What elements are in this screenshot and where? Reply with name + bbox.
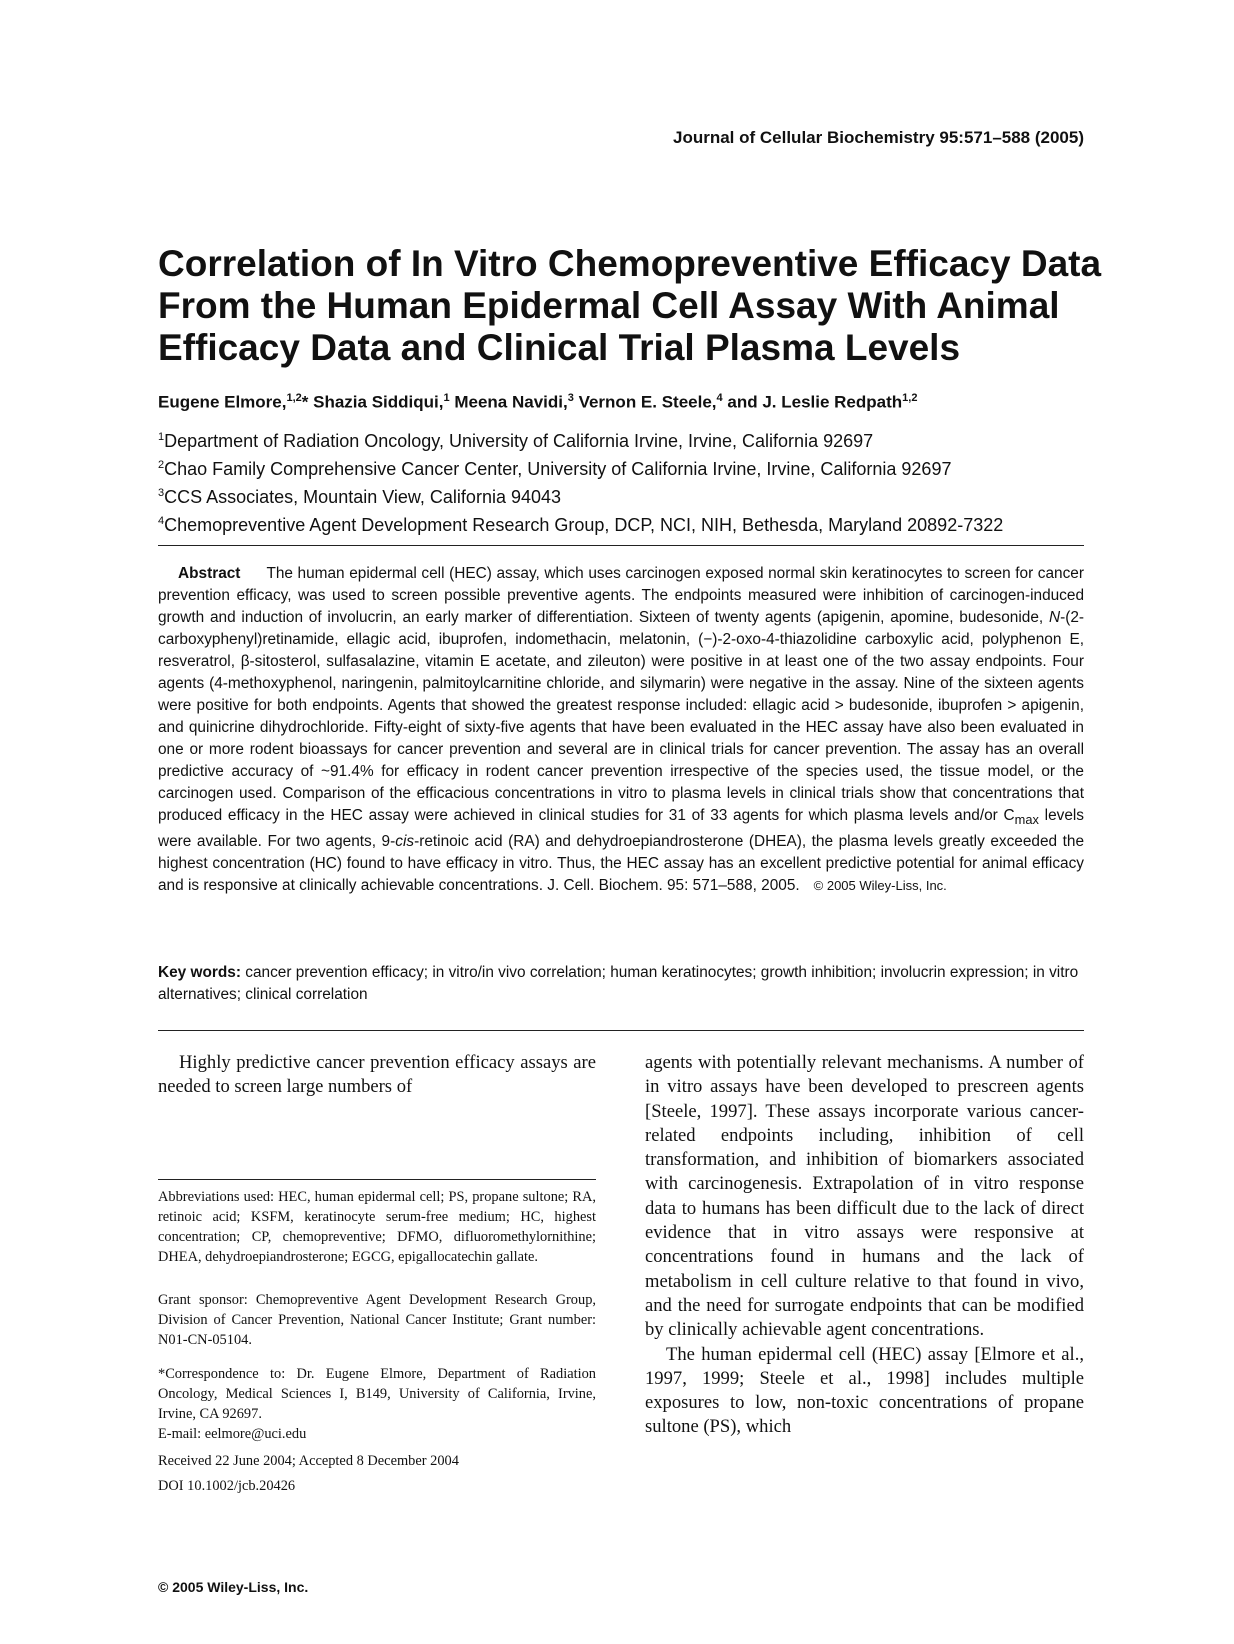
abstract (158, 563, 1084, 897)
affiliation-text: Department of Radiation Oncology, University of California Irvine, Irvine, California 92697 (164, 431, 874, 451)
footnote-abbreviations: Abbreviations used: HEC, human epidermal cell; PS, propane sultone; RA, retinoic acid; KSFM, keratinocyte serum-free medium; HC, highest concentration; CP, chemopreventive; DFMO, difluoromethylornithine; DHEA, dehydroepiandrosterone; EGCG, epigallocatechin gallate. (158, 1189, 596, 1265)
author-separator: and (722, 392, 763, 412)
keywords (158, 962, 1084, 1006)
affiliation-number: 2 (158, 459, 165, 471)
keywords-text: cancer prevention efficacy; in vitro/in vivo correlation; human keratinocytes; growth inhibition; involucrin expression; in vitro alternatives; clinical correlation (158, 964, 1079, 1003)
affiliation-text: Chemopreventive Agent Development Research Group, DCP, NCI, NIH, Bethesda, Maryland 20892-7322 (164, 515, 1004, 535)
footnote-grant: Grant sponsor: Chemopreventive Agent Development Research Group, Division of Cancer Prevention, National Cancer Institute; Grant number: N01-CN-05104. (158, 1292, 596, 1348)
footnote-doi: DOI 10.1002/jcb.20426 (158, 1478, 296, 1494)
affiliation-number: 4 (158, 515, 165, 527)
affiliation-list (158, 425, 1003, 537)
author-separator: * (301, 392, 314, 412)
title-line: Efficacy Data and Clinical Trial Plasma Levels (158, 327, 961, 368)
body-paragraph: Highly predictive cancer prevention efficacy assays are needed to screen large numbers of (158, 1052, 596, 1098)
abstract-text: The human epidermal cell (HEC) assay, which uses carcinogen exposed normal skin keratinocytes to screen for cancer prevention efficacy, was used to screen possible preventive agents. The endpoints measured were inhibition of carcinogen-induced growth and induction of involucrin, an early marker of differentiation. Sixteen of twenty agents (apigenin, apomine, budesonide, (158, 565, 1084, 626)
affiliation-text: Chao Family Comprehensive Cancer Center, University of California Irvine, Irvine, California 92697 (164, 459, 952, 479)
body-paragraph: agents with potentially relevant mechanisms. A number of in vitro assays have been developed to prescreen agents [Steele, 1997]. These assays incorporate various cancer-related endpoints including, inhibition of cell transformation, and inhibition of biomarkers associated with carcinogenesis. Extrapolation of in vitro response data to humans has been difficult due to the lack of direct evidence that in vitro assays were responsive at concentrations found in humans and the lack of metabolism in cell culture relative to that found in vivo, and the need for surrogate endpoints that can be modified by clinically achievable agent concentrations. (645, 1052, 1084, 1341)
footnote-email: E-mail: eelmore@uci.edu (158, 1426, 307, 1442)
keywords-label: Key words: (158, 964, 241, 981)
author-affiliation-mark: 1,2 (902, 392, 918, 404)
author-affiliation-mark: 1,2 (286, 392, 302, 404)
affiliation (158, 509, 1003, 537)
affiliation (158, 453, 1003, 481)
abstract-heading: Abstract (178, 565, 241, 582)
body-column-right (645, 1051, 1084, 1440)
abstract-copyright: © 2005 Wiley-Liss, Inc. (813, 878, 947, 894)
author-list (158, 392, 917, 413)
body-column-left (158, 1051, 596, 1100)
author-affiliation-mark: 1 (443, 392, 450, 404)
abstract-text: -retinoic acid (RA) and dehydroepiandrosterone (DHEA), the plasma levels greatly exceeded the highest concentration (HC) found to have efficacy in vitro. Thus, the HEC assay has an excellent predictive potential for animal efficacy and is responsive at clinically achievable concentrations. J. Cell. Biochem. 95: 571–588, 2005. (158, 833, 1084, 895)
author-name: Vernon E. Steele, (578, 392, 717, 412)
abstract-text: levels were available. For two agents, 9- (158, 807, 1085, 851)
divider (158, 1030, 1084, 1031)
abstract-italic: cis (395, 833, 415, 851)
author-name: J. Leslie Redpath (762, 392, 903, 412)
title-line: From the Human Epidermal Cell Assay With Animal (158, 285, 1060, 326)
affiliation (158, 481, 1003, 509)
footnote-copyright: © 2005 Wiley-Liss, Inc. (158, 1579, 309, 1595)
author-name: Meena Navidi, (454, 392, 568, 412)
author-name: Eugene Elmore, (158, 392, 287, 412)
author-affiliation-mark: 4 (716, 392, 723, 404)
title-line: Correlation of In Vitro Chemopreventive Efficacy Data (158, 243, 1102, 284)
footnote-correspondence: *Correspondence to: Dr. Eugene Elmore, Department of Radiation Oncology, Medical Sciences I, B149, University of California, Irvine, Irvine, CA 92697. (158, 1366, 596, 1422)
divider (158, 545, 1084, 546)
body-paragraph: The human epidermal cell (HEC) assay [Elmore et al., 1997, 1999; Steele et al., 1998] includes multiple exposures to low, non-toxic concentrations of propane sultone (PS), which (645, 1343, 1084, 1438)
author-affiliation-mark: 3 (567, 392, 574, 404)
affiliation-text: CCS Associates, Mountain View, California 94043 (164, 487, 562, 507)
footnote-received: Received 22 June 2004; Accepted 8 December 2004 (158, 1453, 459, 1469)
affiliation-number: 1 (158, 431, 165, 443)
abstract-italic: N (1048, 609, 1061, 626)
footnote-divider (158, 1179, 596, 1180)
abstract-subscript: max (1014, 812, 1039, 828)
affiliation (158, 425, 1003, 453)
journal-citation: Journal of Cellular Biochemistry 95:571–588 (2005) (672, 128, 1084, 147)
author-name: Shazia Siddiqui, (313, 392, 444, 412)
article-title (158, 243, 1102, 369)
affiliation-number: 3 (158, 487, 165, 499)
abstract-text: -(2-carboxyphenyl)retinamide, ellagic acid, ibuprofen, indomethacin, melatonin, (−)-2-oxo-4-thiazolidine carboxylic acid, polyphenon E, resveratrol, β-sitosterol, sulfasalazine, vitamin E acetate, and zileuton) were positive in at least one of the two assay endpoints. Four agents (4-methoxyphenol, naringenin, palmitoylcarnitine chloride, and silymarin) were negative in the assay. Nine of the sixteen agents were positive for both endpoints. Agents that showed the greatest response included: ellagic acid > budesonide, ibuprofen > apigenin, and quinicrine dihydrochloride. Fifty-eight of sixty-five agents that have been evaluated in the HEC assay have also been evaluated in one or more rodent bioassays for cancer prevention and several are in clinical trials for cancer prevention. The assay has an overall predictive accuracy of ~91.4% for efficacy in rodent cancer prevention irrespective of the species used, the tissue model, or the carcinogen used. Comparison of the efficacious concentrations in vitro to plasma levels in clinical trials show that concentrations that produced efficacy in the HEC assay were achieved in clinical studies for 31 of 33 agents for which plasma levels and/or C (158, 609, 1084, 824)
